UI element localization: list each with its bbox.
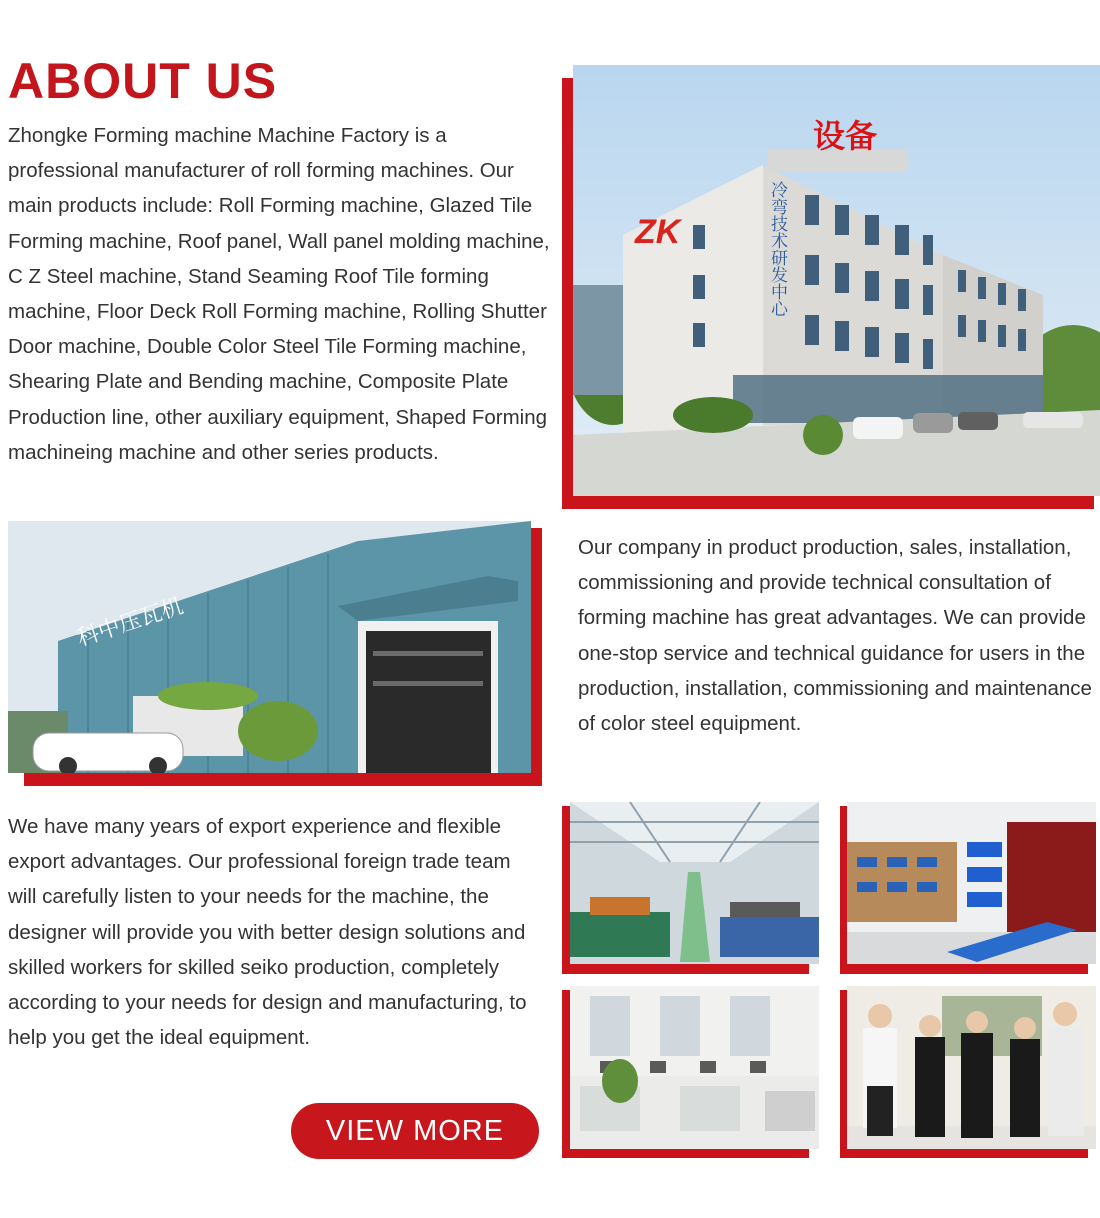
team-photo	[847, 986, 1096, 1149]
factory-sign: 科中压瓦机	[74, 593, 187, 652]
view-more-button[interactable]: VIEW MORE	[291, 1103, 539, 1159]
page-title: ABOUT US	[8, 53, 278, 109]
factory-building-photo	[8, 521, 531, 773]
zk-logo: ZK	[635, 213, 681, 251]
workshop-photo	[570, 802, 819, 964]
showroom-photo	[847, 802, 1096, 964]
svg-text:冷弯技术研发中心: 冷弯技术研发中心	[767, 181, 787, 317]
office-workers-photo	[570, 986, 819, 1149]
building-vertical-sign	[767, 181, 788, 317]
intro-paragraph: Zhongke Forming machine Machine Factory is a professional manufacturer of roll forming machines. Our main products include: Roll Forming machine, Glazed Tile Forming machine, Roof panel, Wall panel molding machine, C Z Steel machine, Stand Seaming Roof Tile forming machine, Floor Deck Roll Forming machine, Rolling Shutter Door machine, Double Color Steel Tile Forming machine, Shearing Plate and Bending machine, Composite Plate Production line, other auxiliary equipment, Shaped Forming machineing machine and other series products.	[8, 124, 550, 464]
office-building-photo	[573, 65, 1100, 496]
building-roof-sign: 设备	[813, 117, 878, 155]
service-paragraph: Our company in product production, sales, installation, commissioning and provide technical consultation of forming machine has great advantages. We can provide one-stop service and technical guidance for users in the production, installation, commissioning and maintenance of color steel equipment.	[578, 536, 1092, 736]
export-paragraph: We have many years of export experience and flexible export advantages. Our professional foreign trade team will carefully listen to your needs for the machine, the designer will provide you with better design solutions and skilled workers for skilled seiko production, completely according to your needs for design and manufacturing, to help you get the ideal equipment.	[8, 815, 527, 1050]
